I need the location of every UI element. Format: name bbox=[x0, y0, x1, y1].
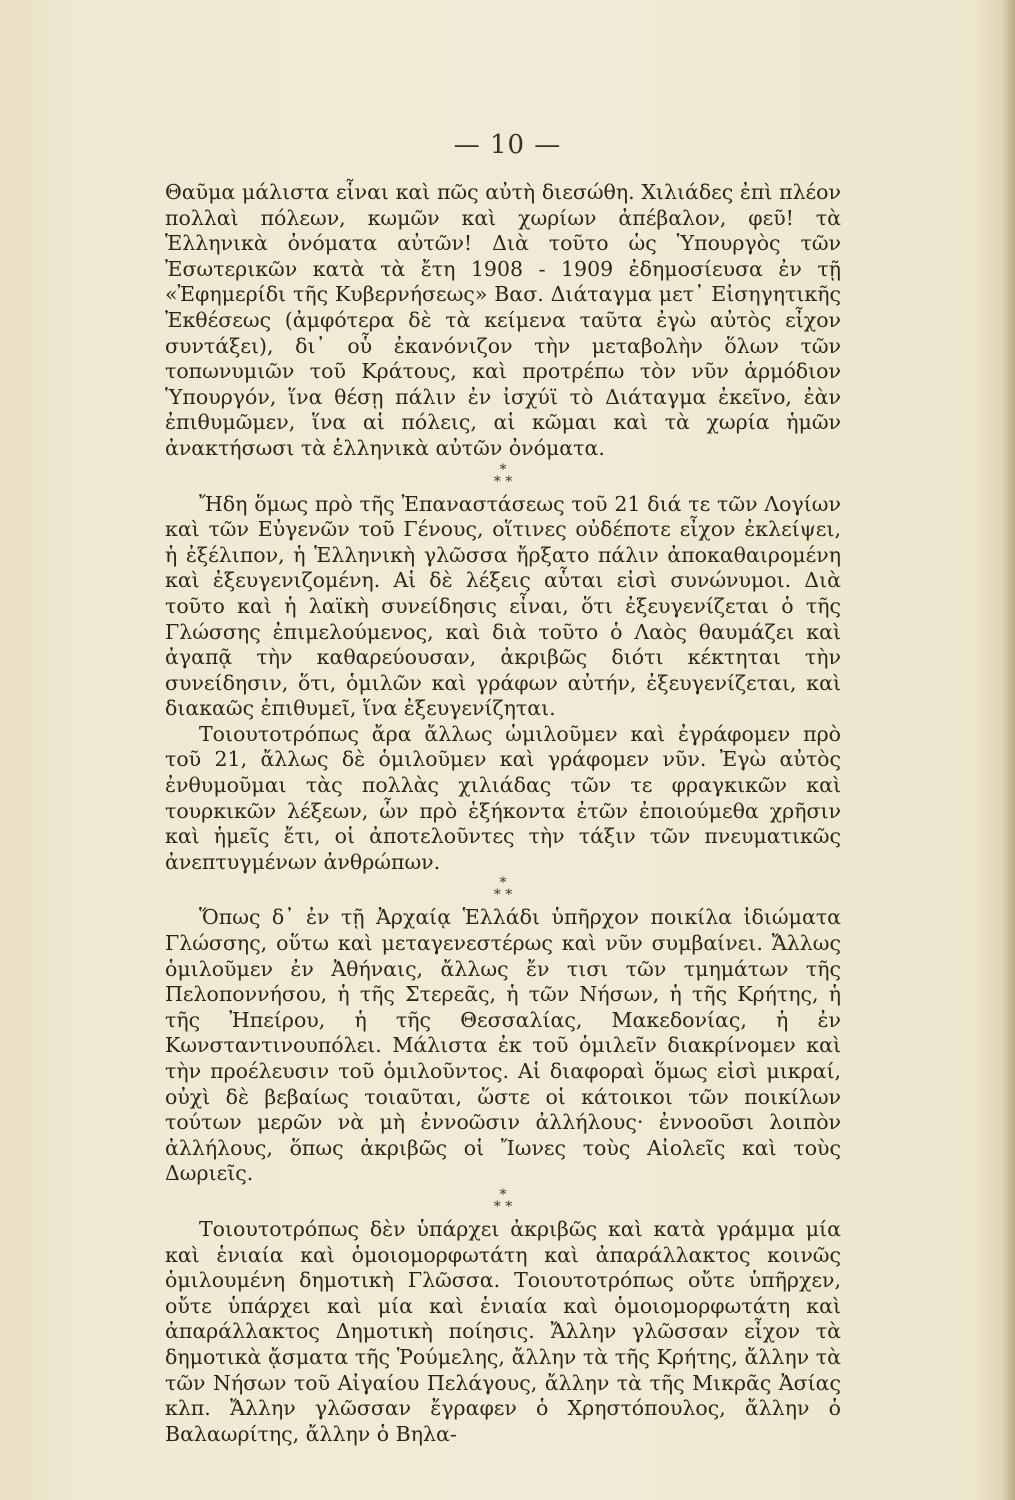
asterism-bottom: * * bbox=[493, 1198, 513, 1215]
paragraph-1: Θαῦμα μάλιστα εἶναι καὶ πῶς αὐτὴ διεσώθη. Χιλιάδες ἐπὶ πλέον πολλαὶ πόλεων, κωμῶν καὶ χωρίων ἀπέβαλον, φεῦ! τὰ Ἑλληνικὰ ὀνόματα αὐτῶν! Διὰ τοῦτο ὡς Ὑπουργὸς τῶν Ἐσωτερικῶν κατὰ τὰ ἔτη 1908 - 1909 ἐδημοσίευσα ἐν τῇ «Ἐφημερίδι τῆς Κυβερνήσεως» Βασ. Διάταγμα μετ᾽ Εἰσηγητικῆς Ἐκθέσεως (ἀμφότερα δὲ τὰ κείμενα ταῦτα ἐγὼ αὐτὸς εἶχον συντάξει), δι᾽ οὗ ἐκανόνιζον τὴν μεταβολὴν ὅλων τῶν τοπωνυμιῶν τοῦ Κράτους, καὶ προτρέπω τὸν νῦν ἁρμόδιον Ὑπουργόν, ἵνα θέσῃ πάλιν ἐν ἰσχύϊ τὸ Διάταγμα ἐκεῖνο, ἐὰν ἐπιθυμῶμεν, ἵνα αἱ πόλεις, αἱ κῶμαι καὶ τὰ χωρία ἡμῶν ἀνακτήσωσι τὰ ἑλληνικὰ αὐτῶν ὀνόματα. bbox=[165, 180, 841, 460]
paragraph-5: Τοιουτοτρόπως δὲν ὑπάρχει ἀκριβῶς καὶ κατὰ γράμμα μία καὶ ἑνιαία καὶ ὁμοιομορφωτάτη καὶ ἀπαράλλακτος κοινῶς ὁμιλουμένη δημοτικὴ Γλῶσσα. Τοιουτοτρόπως οὔτε ὑπῆρχεν, οὔτε ὑπάρχει καὶ μία καὶ ἑνιαία καὶ ὁμοιομορφωτάτη καὶ ἀπαράλλακτος Δημοτικὴ ποίησις. Ἄλλην γλῶσσαν εἶχον τὰ δημοτικὰ ᾄσματα τῆς Ῥούμελης, ἄλλην τὰ τῆς Κρήτης, ἄλλην τὰ τῶν Νήσων τοῦ Αἰγαίου Πελάγους, ἄλλην τὰ τῆς Μικρᾶς Ἀσίας κλπ. Ἄλλην γλῶσσαν ἔγραφεν ὁ Χρηστόπουλος, ἄλλην ὁ Βαλαωρίτης, ἄλλην ὁ Βηλα- bbox=[165, 1216, 841, 1446]
asterism-top: * bbox=[499, 461, 507, 478]
section-separator bbox=[165, 1186, 841, 1215]
body-text bbox=[165, 180, 841, 1447]
paragraph-3: Τοιουτοτρόπως ἄρα ἄλλως ὡμιλοῦμεν καὶ ἐγράφομεν πρὸ τοῦ 21, ἄλλως δὲ ὁμιλοῦμεν καὶ γράφομεν νῦν. Ἐγὼ αὐτὸς ἐνθυμοῦμαι τὰς πολλὰς χιλιάδας τῶν τε φραγκικῶν καὶ τουρκικῶν λέξεων, ὧν πρὸ ἑξήκοντα ἐτῶν ἐποιούμεθα χρῆσιν καὶ ἡμεῖς ἔτι, οἱ ἀποτελοῦντες τὴν τάξιν τῶν πνευματικῶς ἀνεπτυγμένων ἀνθρώπων. bbox=[165, 721, 841, 874]
paragraph-4: Ὅπως δ᾽ ἐν τῇ Ἀρχαίᾳ Ἑλλάδι ὑπῆρχον ποικίλα ἰδιώματα Γλώσσης, οὕτω καὶ μεταγενεστέρως καὶ νῦν συμβαίνει. Ἄλλως ὁμιλοῦμεν ἐν Ἀθήναις, ἄλλως ἔν τισι τῶν τμημάτων τῆς Πελοποννήσου, ἡ τῆς Στερεᾶς, ἡ τῶν Νήσων, ἡ τῆς Κρήτης, ἡ τῆς Ἠπείρου, ἡ τῆς Θεσσαλίας, Μακεδονίας, ἡ ἐν Κωνσταντινουπόλει. Μάλιστα ἐκ τοῦ ὁμιλεῖν διακρίνομεν καὶ τὴν προέλευσιν τοῦ ὁμιλοῦντος. Αἱ διαφοραὶ ὅμως εἰσὶ μικραί, οὐχὶ δὲ βεβαίως τοιαῦται, ὥστε οἱ κάτοικοι τῶν ποικίλων τούτων μερῶν νὰ μὴ ἐννοῶσιν ἀλλήλους· ἐννοοῦσι λοιπὸν ἀλλήλους, ὅπως ἀκριβῶς οἱ Ἴωνες τοὺς Αἰολεῖς καὶ τοὺς Δωριεῖς. bbox=[165, 905, 841, 1186]
paragraph-2: Ἤδη ὅμως πρὸ τῆς Ἐπαναστάσεως τοῦ 21 διά τε τῶν Λογίων καὶ τῶν Εὐγενῶν τοῦ Γένους, οἵτινες οὐδέποτε εἶχον ἐκλείψει, ἡ ἐξέλιπον, ἡ Ἑλληνικὴ γλῶσσα ἤρξατο πάλιν ἀποκαθαιρομένη καὶ ἐξευγενιζομένη. Αἱ δὲ λέξεις αὗται εἰσὶ συνώνυμοι. Διὰ τοῦτο καὶ ἡ λαϊκὴ συνείδησις εἶναι, ὅτι ἐξευγενίζεται ὁ τῆς Γλώσσης ἐπιμελούμενος, καὶ διὰ τοῦτο ὁ Λαὸς θαυμάζει καὶ ἀγαπᾷ τὴν καθαρεύουσαν, ἀκριβῶς διότι κέκτηται τὴν συνείδησιν, ὅτι, ὁμιλῶν καὶ γράφων αὐτήν, ἐξευγενίζεται, καὶ διακαῶς ἐπιθυμεῖ, ἵνα ἐξευγενίζηται. bbox=[165, 491, 841, 721]
asterism-top: * bbox=[499, 1186, 507, 1203]
section-separator bbox=[165, 461, 841, 490]
asterism-bottom: * * bbox=[493, 473, 513, 490]
asterism-bottom: * * bbox=[493, 887, 513, 904]
page-edge bbox=[1001, 0, 1015, 1500]
asterism-top: * bbox=[499, 875, 507, 892]
section-separator bbox=[165, 875, 841, 904]
page-number: — 10 — bbox=[453, 130, 562, 160]
